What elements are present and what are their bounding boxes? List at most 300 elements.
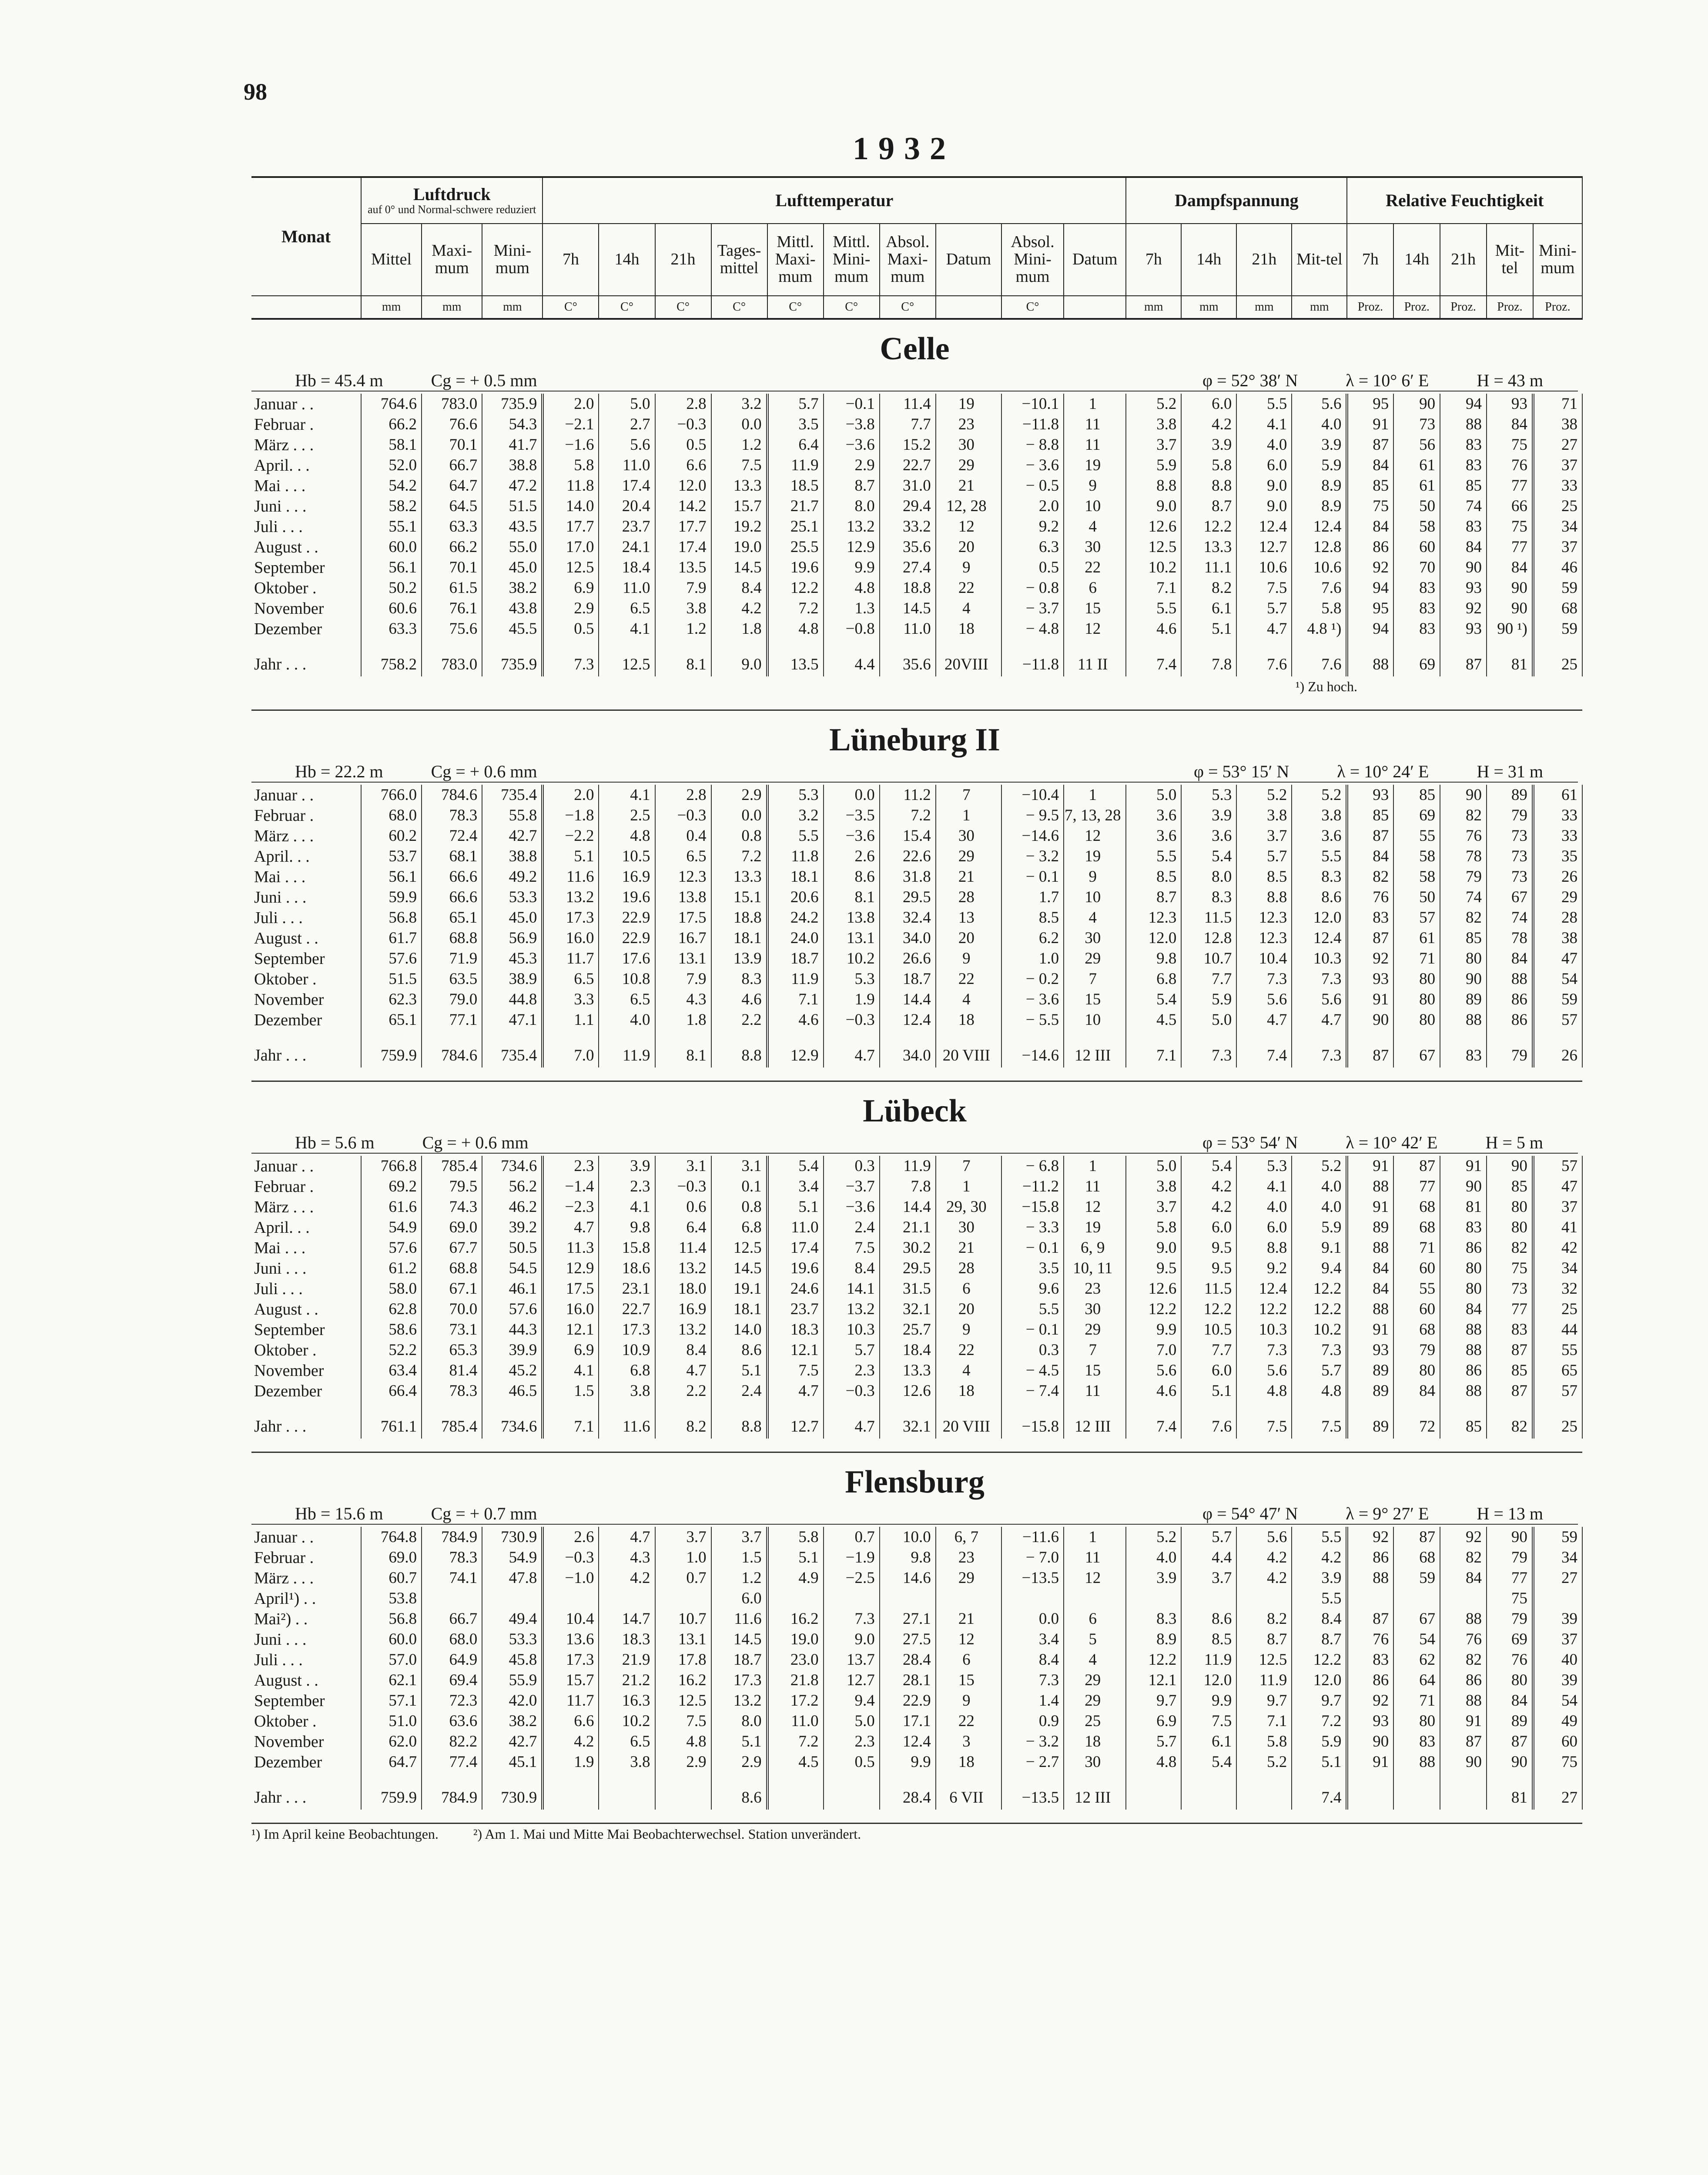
- data-cell: 9.5: [1181, 1258, 1236, 1278]
- data-cell: 1.4: [1001, 1690, 1064, 1711]
- data-cell: 31.0: [880, 475, 936, 496]
- data-cell: 86: [1487, 1010, 1533, 1030]
- data-cell: −2.5: [824, 1568, 880, 1588]
- station-cg: Cg = + 0.6 mm: [422, 1132, 529, 1152]
- data-cell: 57: [1533, 1381, 1582, 1401]
- data-cell: 4: [936, 1360, 1001, 1381]
- data-cell: 71: [1393, 1690, 1440, 1711]
- header-unit: mm: [422, 296, 482, 319]
- data-cell: 82: [1440, 907, 1487, 928]
- data-cell: 10: [1064, 887, 1126, 907]
- data-cell: [1064, 1588, 1126, 1609]
- data-cell: 3.2: [711, 394, 767, 414]
- data-cell: 5.7: [1236, 846, 1292, 867]
- data-cell: 7.0: [1126, 1340, 1181, 1360]
- data-cell: 4.5: [767, 1752, 824, 1772]
- data-cell: 68: [1393, 1197, 1440, 1217]
- data-cell: 8.9: [1292, 496, 1347, 516]
- data-cell: [767, 1588, 824, 1609]
- data-cell: 5.4: [1126, 989, 1181, 1010]
- station-latitude: φ = 53° 54′ N: [1202, 1132, 1298, 1152]
- data-cell: 0.4: [655, 826, 711, 846]
- data-cell: 55: [1533, 1340, 1582, 1360]
- data-cell: 3.1: [711, 1156, 767, 1176]
- data-cell: 8.6: [1292, 887, 1347, 907]
- data-cell: 58: [1393, 867, 1440, 887]
- data-cell: 12.4: [1236, 1278, 1292, 1299]
- data-cell: 3.8: [599, 1752, 655, 1772]
- table-row: [251, 1381, 1582, 1401]
- data-cell: 0.0: [711, 805, 767, 826]
- data-cell: 57: [1533, 1156, 1582, 1176]
- data-cell: 4.6: [1126, 1381, 1181, 1401]
- data-cell: 7.6: [1236, 652, 1292, 676]
- data-cell: 24.2: [767, 907, 824, 928]
- data-cell: 73: [1487, 867, 1533, 887]
- data-cell: 47.8: [482, 1568, 543, 1588]
- data-cell: 74: [1487, 907, 1533, 928]
- data-cell: 64: [1393, 1670, 1440, 1690]
- data-cell: [599, 1785, 655, 1810]
- data-cell: 4.0: [1292, 414, 1347, 435]
- data-cell: −11.8: [1001, 652, 1064, 676]
- data-cell: − 3.6: [1001, 989, 1064, 1010]
- data-cell: 9: [1064, 867, 1126, 887]
- data-cell: 0.9: [1001, 1711, 1064, 1731]
- data-cell: 11.8: [767, 846, 824, 867]
- data-cell: 11.9: [1181, 1650, 1236, 1670]
- data-cell: 92: [1347, 1527, 1393, 1547]
- header-col: Tages-mittel: [711, 224, 767, 296]
- data-cell: 759.9: [361, 1043, 422, 1067]
- header-unit: Proz.: [1533, 296, 1582, 319]
- data-cell: 19.0: [711, 537, 767, 557]
- data-cell: 0.0: [1001, 1609, 1064, 1629]
- data-cell: 65.3: [422, 1340, 482, 1360]
- data-cell: 27.5: [880, 1629, 936, 1650]
- data-cell: 83: [1393, 619, 1440, 639]
- data-cell: 88: [1487, 969, 1533, 989]
- table-row: [251, 989, 1582, 1010]
- data-cell: 25: [1533, 1299, 1582, 1319]
- data-cell: 5.5: [1236, 394, 1292, 414]
- header-lufttemperatur: Lufttemperatur: [543, 177, 1126, 224]
- data-cell: 84: [1440, 1299, 1487, 1319]
- data-cell: 9: [936, 1690, 1001, 1711]
- data-cell: 4.7: [599, 1527, 655, 1547]
- data-cell: 3.7: [711, 1527, 767, 1547]
- header-col: 14h: [1181, 224, 1236, 296]
- data-cell: 12.3: [1236, 928, 1292, 948]
- footnote-row: [251, 1824, 1582, 1844]
- data-cell: 63.6: [422, 1711, 482, 1731]
- data-cell: 5.7: [1292, 1360, 1347, 1381]
- data-cell: 90: [1440, 1752, 1487, 1772]
- data-cell: 10, 11: [1064, 1258, 1126, 1278]
- data-cell: 11.5: [1181, 1278, 1236, 1299]
- data-cell: 14.4: [880, 1197, 936, 1217]
- data-cell: 18.5: [767, 475, 824, 496]
- data-cell: 35: [1533, 846, 1582, 867]
- data-cell: 1: [936, 1176, 1001, 1197]
- data-cell: 16.2: [655, 1670, 711, 1690]
- data-cell: 24.1: [599, 537, 655, 557]
- data-cell: 94: [1347, 578, 1393, 598]
- data-cell: 88: [1347, 652, 1393, 676]
- data-cell: − 0.2: [1001, 969, 1064, 989]
- data-cell: 69: [1393, 805, 1440, 826]
- header-unit: C°: [543, 296, 599, 319]
- data-cell: [1440, 1588, 1487, 1609]
- data-cell: 28.4: [880, 1650, 936, 1670]
- data-cell: 1: [1064, 394, 1126, 414]
- data-cell: 60: [1393, 1299, 1440, 1319]
- data-cell: 2.6: [543, 1527, 599, 1547]
- data-cell: 7.1: [1126, 1043, 1181, 1067]
- data-cell: 9.1: [1292, 1238, 1347, 1258]
- data-cell: 29.4: [880, 496, 936, 516]
- header-unit: C°: [824, 296, 880, 319]
- data-cell: 5.7: [767, 394, 824, 414]
- data-cell: 5.1: [543, 846, 599, 867]
- data-cell: 61.6: [361, 1197, 422, 1217]
- data-cell: 1: [1064, 1527, 1126, 1547]
- data-cell: 6.5: [599, 1731, 655, 1752]
- header-col: Mittel: [361, 224, 422, 296]
- data-cell: 8.5: [1126, 867, 1181, 887]
- data-cell: 17.3: [543, 1650, 599, 1670]
- data-cell: 90: [1440, 969, 1487, 989]
- data-cell: 69: [1393, 652, 1440, 676]
- data-cell: 18: [936, 1752, 1001, 1772]
- data-cell: 4.7: [824, 1043, 880, 1067]
- data-cell: 87: [1347, 1043, 1393, 1067]
- data-cell: 6.6: [655, 455, 711, 475]
- data-cell: 12 III: [1064, 1043, 1126, 1067]
- data-cell: 5.9: [1292, 455, 1347, 475]
- data-cell: 14.0: [543, 496, 599, 516]
- data-cell: 18.1: [767, 867, 824, 887]
- data-cell: 52.2: [361, 1340, 422, 1360]
- data-cell: 20: [936, 928, 1001, 948]
- data-cell: 7.3: [1236, 969, 1292, 989]
- data-cell: 79: [1393, 1340, 1440, 1360]
- table-row: [251, 1785, 1582, 1810]
- data-cell: −0.3: [655, 414, 711, 435]
- data-cell: 90 ¹): [1487, 619, 1533, 639]
- data-cell: 11.6: [599, 1414, 655, 1439]
- data-cell: 11.0: [599, 578, 655, 598]
- month-label: Januar . .: [251, 394, 361, 414]
- header-col: Mini-mum: [1533, 224, 1582, 296]
- data-cell: 2.4: [824, 1217, 880, 1238]
- month-label: November: [251, 1360, 361, 1381]
- station-longitude: λ = 10° 6′ E: [1346, 370, 1429, 390]
- data-cell: 61: [1533, 785, 1582, 805]
- data-cell: 92: [1347, 948, 1393, 969]
- data-cell: 12.6: [1126, 516, 1181, 537]
- data-cell: 12 III: [1064, 1414, 1126, 1439]
- data-cell: 84: [1393, 1381, 1440, 1401]
- data-cell: 23.7: [599, 516, 655, 537]
- data-cell: 38.9: [482, 969, 543, 989]
- data-cell: 4.7: [1292, 1010, 1347, 1030]
- data-cell: 83: [1487, 1319, 1533, 1340]
- data-cell: 62.0: [361, 1731, 422, 1752]
- data-cell: 3.8: [1126, 1176, 1181, 1197]
- data-cell: 71: [1533, 394, 1582, 414]
- data-cell: 5.9: [1126, 455, 1181, 475]
- data-cell: 10.4: [1236, 948, 1292, 969]
- data-cell: 82: [1440, 805, 1487, 826]
- data-cell: 62.3: [361, 989, 422, 1010]
- header-col: 21h: [655, 224, 711, 296]
- data-cell: 11.6: [543, 867, 599, 887]
- data-cell: [1181, 1785, 1236, 1810]
- data-cell: 18.8: [880, 578, 936, 598]
- data-cell: 3.2: [767, 805, 824, 826]
- data-cell: 13.2: [543, 887, 599, 907]
- data-cell: 5.6: [599, 435, 655, 455]
- data-cell: 2.7: [599, 414, 655, 435]
- data-cell: 17.1: [880, 1711, 936, 1731]
- data-cell: 5.3: [1236, 1156, 1292, 1176]
- data-cell: 6 VII: [936, 1785, 1001, 1810]
- data-cell: 55.1: [361, 516, 422, 537]
- data-cell: 45.2: [482, 1360, 543, 1381]
- data-cell: 68.0: [361, 805, 422, 826]
- data-cell: 15.4: [880, 826, 936, 846]
- data-cell: 57.0: [361, 1650, 422, 1670]
- station-note: ¹) Zu hoch.: [1296, 678, 1357, 694]
- table-row: [251, 475, 1582, 496]
- data-cell: 84: [1347, 455, 1393, 475]
- data-cell: 90: [1487, 1752, 1533, 1772]
- data-cell: 13.1: [824, 928, 880, 948]
- data-cell: [482, 1588, 543, 1609]
- data-cell: 4.8 ¹): [1292, 619, 1347, 639]
- data-cell: 4.7: [655, 1360, 711, 1381]
- data-cell: 10.3: [824, 1319, 880, 1340]
- header-unit: mm: [482, 296, 543, 319]
- data-cell: 7.3: [1236, 1340, 1292, 1360]
- table-row: [251, 1629, 1582, 1650]
- data-cell: 6.5: [599, 598, 655, 619]
- data-cell: 758.2: [361, 652, 422, 676]
- data-cell: 15.7: [711, 496, 767, 516]
- data-cell: 19.6: [767, 557, 824, 578]
- data-cell: 93: [1440, 619, 1487, 639]
- data-cell: 19.1: [711, 1278, 767, 1299]
- data-cell: 4.0: [1292, 1176, 1347, 1197]
- header-unit: Proz.: [1347, 296, 1393, 319]
- data-cell: −15.8: [1001, 1414, 1064, 1439]
- data-cell: 8.8: [1126, 475, 1181, 496]
- data-cell: 5.8: [543, 455, 599, 475]
- data-cell: 9.8: [599, 1217, 655, 1238]
- table-row: [251, 1650, 1582, 1670]
- table-row: [251, 598, 1582, 619]
- header-col: 14h: [599, 224, 655, 296]
- data-cell: 29: [1064, 1670, 1126, 1690]
- data-cell: 81: [1487, 1785, 1533, 1810]
- data-cell: 9.4: [1292, 1258, 1347, 1278]
- station-name-cell: [251, 710, 1582, 759]
- data-cell: 0.5: [543, 619, 599, 639]
- data-cell: 40: [1533, 1650, 1582, 1670]
- data-cell: 18: [936, 1010, 1001, 1030]
- data-cell: 12.7: [824, 1670, 880, 1690]
- station-height: H = 5 m: [1485, 1132, 1543, 1152]
- data-cell: 2.3: [824, 1731, 880, 1752]
- data-cell: 30: [936, 826, 1001, 846]
- data-cell: 85: [1440, 928, 1487, 948]
- data-cell: 3.7: [1181, 1568, 1236, 1588]
- data-cell: 5.4: [1181, 1156, 1236, 1176]
- data-cell: 7.5: [1236, 578, 1292, 598]
- data-cell: 4.2: [1181, 1197, 1236, 1217]
- header-unit: mm: [1236, 296, 1292, 319]
- data-cell: 46: [1533, 557, 1582, 578]
- data-cell: [422, 1588, 482, 1609]
- data-cell: 6: [936, 1278, 1001, 1299]
- data-cell: 734.6: [482, 1414, 543, 1439]
- data-cell: 91: [1347, 1319, 1393, 1340]
- table-row: [251, 1156, 1582, 1176]
- data-cell: 33: [1533, 805, 1582, 826]
- data-cell: 30: [936, 1217, 1001, 1238]
- data-cell: 18.7: [880, 969, 936, 989]
- station-latitude: φ = 52° 38′ N: [1202, 370, 1298, 390]
- data-cell: 5.8: [1126, 1217, 1181, 1238]
- table-row: [251, 394, 1582, 414]
- month-label: Juni . . .: [251, 496, 361, 516]
- data-cell: 4.2: [1236, 1547, 1292, 1568]
- data-cell: 76: [1440, 1629, 1487, 1650]
- data-cell: 11.8: [543, 475, 599, 496]
- data-cell: 3.5: [767, 414, 824, 435]
- data-cell: 57.6: [361, 948, 422, 969]
- data-cell: 42: [1533, 1238, 1582, 1258]
- data-cell: 84: [1487, 948, 1533, 969]
- data-cell: 18.1: [711, 928, 767, 948]
- data-cell: 18.0: [655, 1278, 711, 1299]
- data-cell: 16.0: [543, 1299, 599, 1319]
- data-cell: [1393, 1588, 1440, 1609]
- data-cell: 88: [1347, 1176, 1393, 1197]
- data-cell: 735.9: [482, 652, 543, 676]
- station-longitude: λ = 9° 27′ E: [1346, 1503, 1429, 1523]
- data-cell: [1393, 1785, 1440, 1810]
- data-cell: 85: [1440, 475, 1487, 496]
- data-cell: 2.3: [599, 1176, 655, 1197]
- data-cell: 70: [1393, 557, 1440, 578]
- data-cell: 88: [1440, 1319, 1487, 1340]
- data-cell: 12.5: [655, 1690, 711, 1711]
- data-cell: 5.5: [1126, 846, 1181, 867]
- data-cell: 9.0: [711, 652, 767, 676]
- data-cell: 79: [1487, 1043, 1533, 1067]
- header-luftdruck: Luftdruck auf 0° und Normal-schwere reduziert: [361, 177, 543, 224]
- table-row: [251, 887, 1582, 907]
- data-cell: 12.8: [1181, 928, 1236, 948]
- data-cell: 2.4: [711, 1381, 767, 1401]
- data-cell: 60.0: [361, 537, 422, 557]
- data-cell: 735.4: [482, 785, 543, 805]
- data-cell: 7.7: [1181, 1340, 1236, 1360]
- data-cell: 22: [936, 1711, 1001, 1731]
- data-cell: 53.3: [482, 1629, 543, 1650]
- data-cell: 13.3: [711, 475, 767, 496]
- data-cell: 7.0: [543, 1043, 599, 1067]
- data-cell: 54.9: [361, 1217, 422, 1238]
- data-cell: 11: [1064, 435, 1126, 455]
- header-unit: C°: [655, 296, 711, 319]
- data-cell: 13.6: [543, 1629, 599, 1650]
- data-cell: 7.6: [1181, 1414, 1236, 1439]
- data-cell: 12.6: [880, 1381, 936, 1401]
- data-cell: 34.0: [880, 1043, 936, 1067]
- data-cell: 30: [1064, 928, 1126, 948]
- data-cell: 86: [1347, 1670, 1393, 1690]
- data-cell: 730.9: [482, 1527, 543, 1547]
- data-cell: 785.4: [422, 1156, 482, 1176]
- data-cell: 11: [1064, 1176, 1126, 1197]
- data-cell: 70.1: [422, 557, 482, 578]
- data-cell: 27.4: [880, 557, 936, 578]
- data-cell: 14.7: [599, 1609, 655, 1629]
- data-cell: 84: [1440, 537, 1487, 557]
- month-label: Mai . . .: [251, 867, 361, 887]
- station-note-row: [251, 676, 1582, 696]
- data-cell: 44.3: [482, 1319, 543, 1340]
- data-cell: 3.4: [767, 1176, 824, 1197]
- data-cell: 79: [1487, 1609, 1533, 1629]
- data-cell: 78: [1487, 928, 1533, 948]
- data-cell: 12.0: [1181, 1670, 1236, 1690]
- data-cell: 54: [1533, 1690, 1582, 1711]
- data-cell: 12: [936, 1629, 1001, 1650]
- data-cell: 17.2: [767, 1690, 824, 1711]
- data-cell: 85: [1347, 805, 1393, 826]
- data-cell: 54.9: [482, 1547, 543, 1568]
- data-cell: 76: [1347, 887, 1393, 907]
- data-cell: 87: [1393, 1527, 1440, 1547]
- data-cell: 21: [936, 1238, 1001, 1258]
- data-cell: 6.0: [1181, 394, 1236, 414]
- data-cell: 79: [1487, 805, 1533, 826]
- data-cell: 12.9: [824, 537, 880, 557]
- table-row: [251, 1010, 1582, 1030]
- data-cell: 69.0: [422, 1217, 482, 1238]
- data-cell: 38.8: [482, 846, 543, 867]
- data-cell: 5.1: [767, 1197, 824, 1217]
- month-label: Januar . .: [251, 785, 361, 805]
- header-unit: Proz.: [1393, 296, 1440, 319]
- data-cell: 12: [1064, 1568, 1126, 1588]
- data-cell: 91: [1440, 1156, 1487, 1176]
- data-cell: 4.0: [1236, 435, 1292, 455]
- data-cell: −10.4: [1001, 785, 1064, 805]
- data-cell: 68: [1533, 598, 1582, 619]
- data-cell: 0.0: [824, 785, 880, 805]
- data-cell: 71: [1393, 948, 1440, 969]
- data-cell: [936, 1588, 1001, 1609]
- data-cell: 6.0: [711, 1588, 767, 1609]
- data-cell: 3.8: [1292, 805, 1347, 826]
- data-cell: 6: [936, 1650, 1001, 1670]
- data-cell: 4.7: [1236, 1010, 1292, 1030]
